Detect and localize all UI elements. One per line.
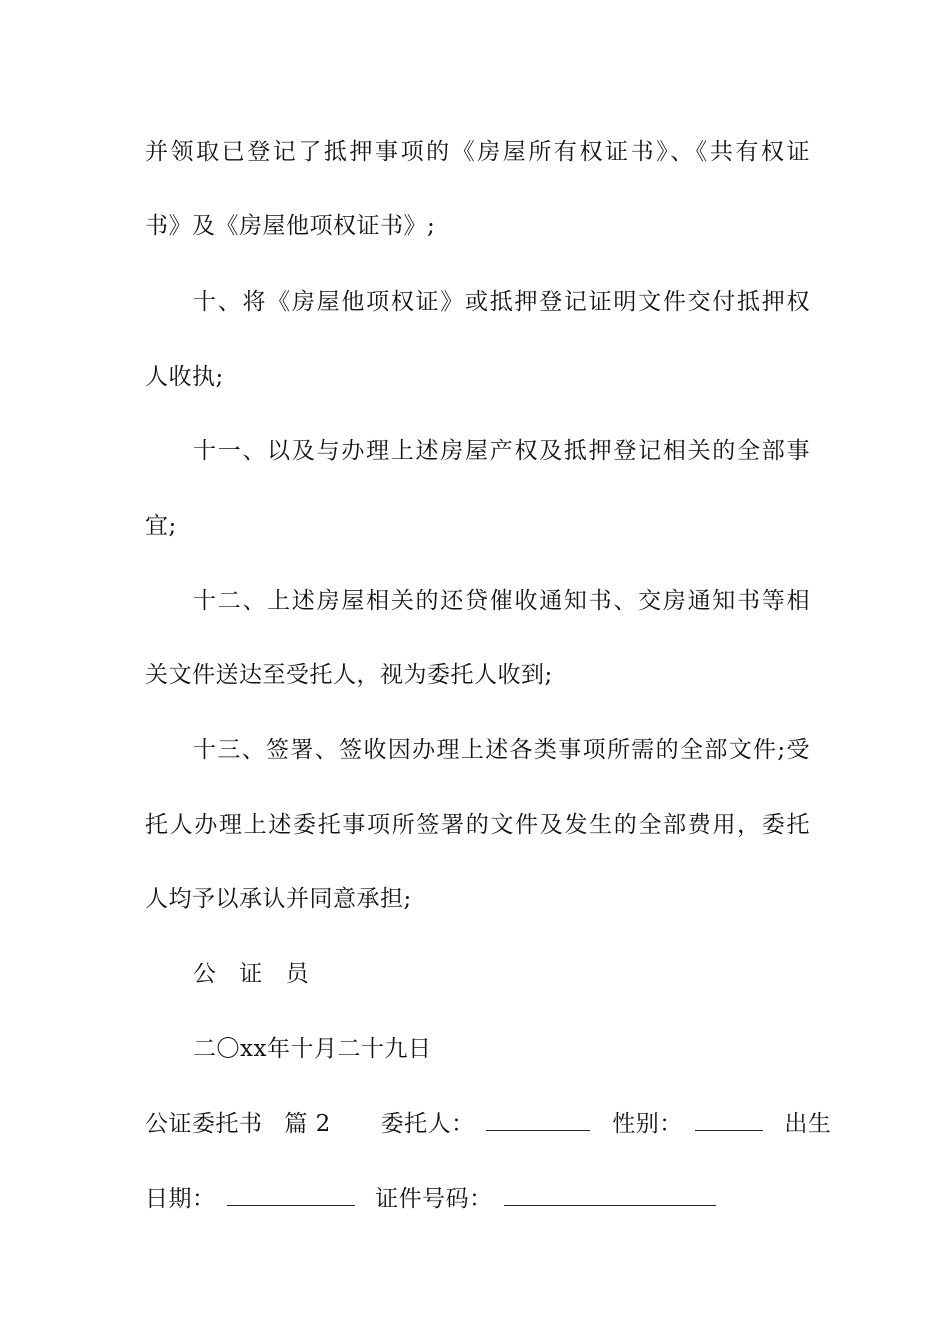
paragraph-line: 宜; bbox=[145, 513, 177, 539]
birth-label-part2: 日期： bbox=[145, 1186, 216, 1212]
notary-label: 公 证 员 bbox=[193, 961, 317, 987]
birth-date-blank[interactable] bbox=[227, 1183, 355, 1206]
paragraph-line: 人均予以承认并同意承担; bbox=[145, 886, 412, 912]
paragraph-line: 十一、以及与办理上述房屋产权及抵押登记相关的全部事 bbox=[193, 438, 810, 464]
id-number-label: 证件号码： bbox=[375, 1186, 493, 1212]
birth-label-part1: 出生 bbox=[784, 1111, 832, 1137]
gender-blank[interactable] bbox=[695, 1108, 763, 1131]
form-header-line bbox=[145, 1108, 832, 1139]
paragraph-line: 人收执; bbox=[145, 364, 224, 390]
paragraph-line: 并领取已登记了抵押事项的《房屋所有权证书》、《共有权证 bbox=[145, 139, 810, 165]
form-title: 公证委托书 bbox=[145, 1111, 263, 1137]
paragraph-line: 书》及《房屋他项权证书》; bbox=[145, 213, 436, 239]
document-date: 二〇xx年十月二十九日 bbox=[193, 1036, 432, 1062]
id-number-blank[interactable] bbox=[504, 1183, 716, 1206]
paragraph-line: 关文件送达至受托人，视为委托人收到; bbox=[145, 662, 553, 688]
gender-label: 性别： bbox=[612, 1111, 683, 1137]
paragraph-line: 十三、签署、签收因办理上述各类事项所需的全部文件;受 bbox=[193, 737, 810, 763]
paragraph-line: 十、将《房屋他项权证》或抵押登记证明文件交付抵押权 bbox=[193, 289, 810, 315]
paragraph-line: 托人办理上述委托事项所签署的文件及发生的全部费用，委托 bbox=[145, 812, 810, 838]
paragraph-line: 十二、上述房屋相关的还贷催收通知书、交房通知书等相 bbox=[193, 588, 810, 614]
principal-blank[interactable] bbox=[486, 1108, 590, 1131]
principal-label: 委托人： bbox=[380, 1111, 475, 1137]
form-part: 篇 2 bbox=[284, 1111, 331, 1137]
form-detail-line bbox=[145, 1183, 810, 1214]
